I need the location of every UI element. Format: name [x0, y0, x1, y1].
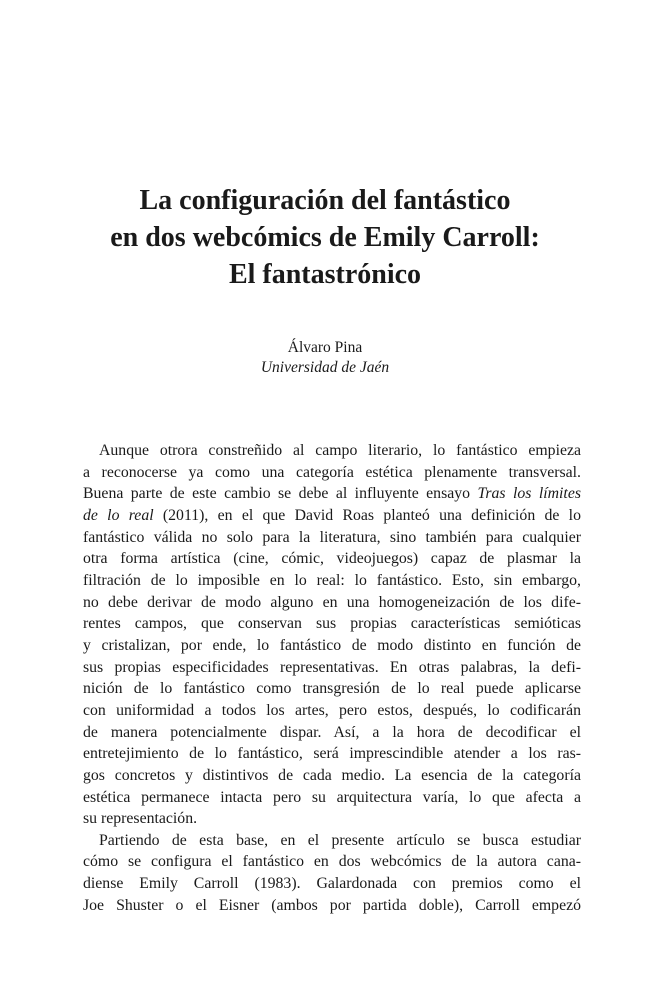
body-text-span: (2011), en el que David Roas planteó una definición de lo [153, 506, 581, 524]
title-line-1: La configuración del fantástico [139, 185, 511, 216]
book-title-italic: de lo real [83, 506, 154, 524]
body-text-span: Buena parte de este cambio se debe al influyente ensayo [83, 485, 478, 503]
body-line: nición de lo fantástico como transgresión de lo real puede aplicarse [83, 680, 581, 698]
author-block [0, 338, 650, 378]
body-line: Joe Shuster o el Eisner (ambos por partida doble), Carroll empezó [83, 896, 581, 914]
body-line: Aunque otrora constreñido al campo literario, lo fantástico empieza [99, 442, 581, 459]
book-title-italic: Tras los límites [477, 485, 581, 503]
body-line: sus propias especificidades representativas. En otras palabras, la defi- [83, 658, 581, 676]
title-line-2: en dos webcómics de Emily Carroll: [110, 222, 540, 253]
body-line: a reconocerse ya como una categoría estética plenamente transversal. [83, 463, 581, 481]
body-line: con uniformidad a todos los artes, pero estos, después, lo codificarán [83, 701, 581, 719]
body-line: y cristalizan, por ende, lo fantástico de modo distinto en función de [83, 636, 581, 654]
body-line: diense Emily Carroll (1983). Galardonada con premios como el [83, 875, 581, 893]
body-line: fantástico válida no solo para la literatura, sino también para cualquier [83, 528, 581, 546]
article-body [83, 440, 581, 916]
body-line: gos concretos y distintivos de cada medio. La esencia de la categoría [83, 766, 581, 784]
body-line [83, 505, 581, 527]
body-line: filtración de lo imposible en lo real: lo fantástico. Esto, sin embargo, [83, 571, 581, 589]
body-line: entretejimiento de lo fantástico, será imprescindible atender a los ras- [83, 745, 581, 763]
title-line-3: El fantastrónico [228, 259, 422, 290]
body-line: otra forma artística (cine, cómic, videojuegos) capaz de plasmar la [83, 550, 581, 568]
author-affiliation: Universidad de Jaén [260, 359, 390, 376]
body-line [83, 483, 581, 505]
paragraph-1 [83, 440, 581, 830]
body-line: cómo se configura el fantástico en dos webcómics de la autora cana- [83, 853, 581, 871]
body-line: rentes campos, que conservan sus propias características semióticas [83, 615, 581, 633]
paragraph-2 [83, 830, 581, 917]
body-line: no debe derivar de modo alguno en una homogeneización de los dife- [83, 593, 581, 611]
author-name: Álvaro Pina [287, 339, 363, 356]
article-title [0, 182, 650, 293]
body-line: su representación. [83, 810, 198, 828]
body-line: estética permanece intacta pero su arquitectura varía, lo que afecta a [83, 788, 581, 806]
body-line: de manera potencialmente dispar. Así, a la hora de decodificar el [83, 723, 581, 741]
body-line: Partiendo de esta base, en el presente artículo se busca estudiar [99, 831, 581, 849]
